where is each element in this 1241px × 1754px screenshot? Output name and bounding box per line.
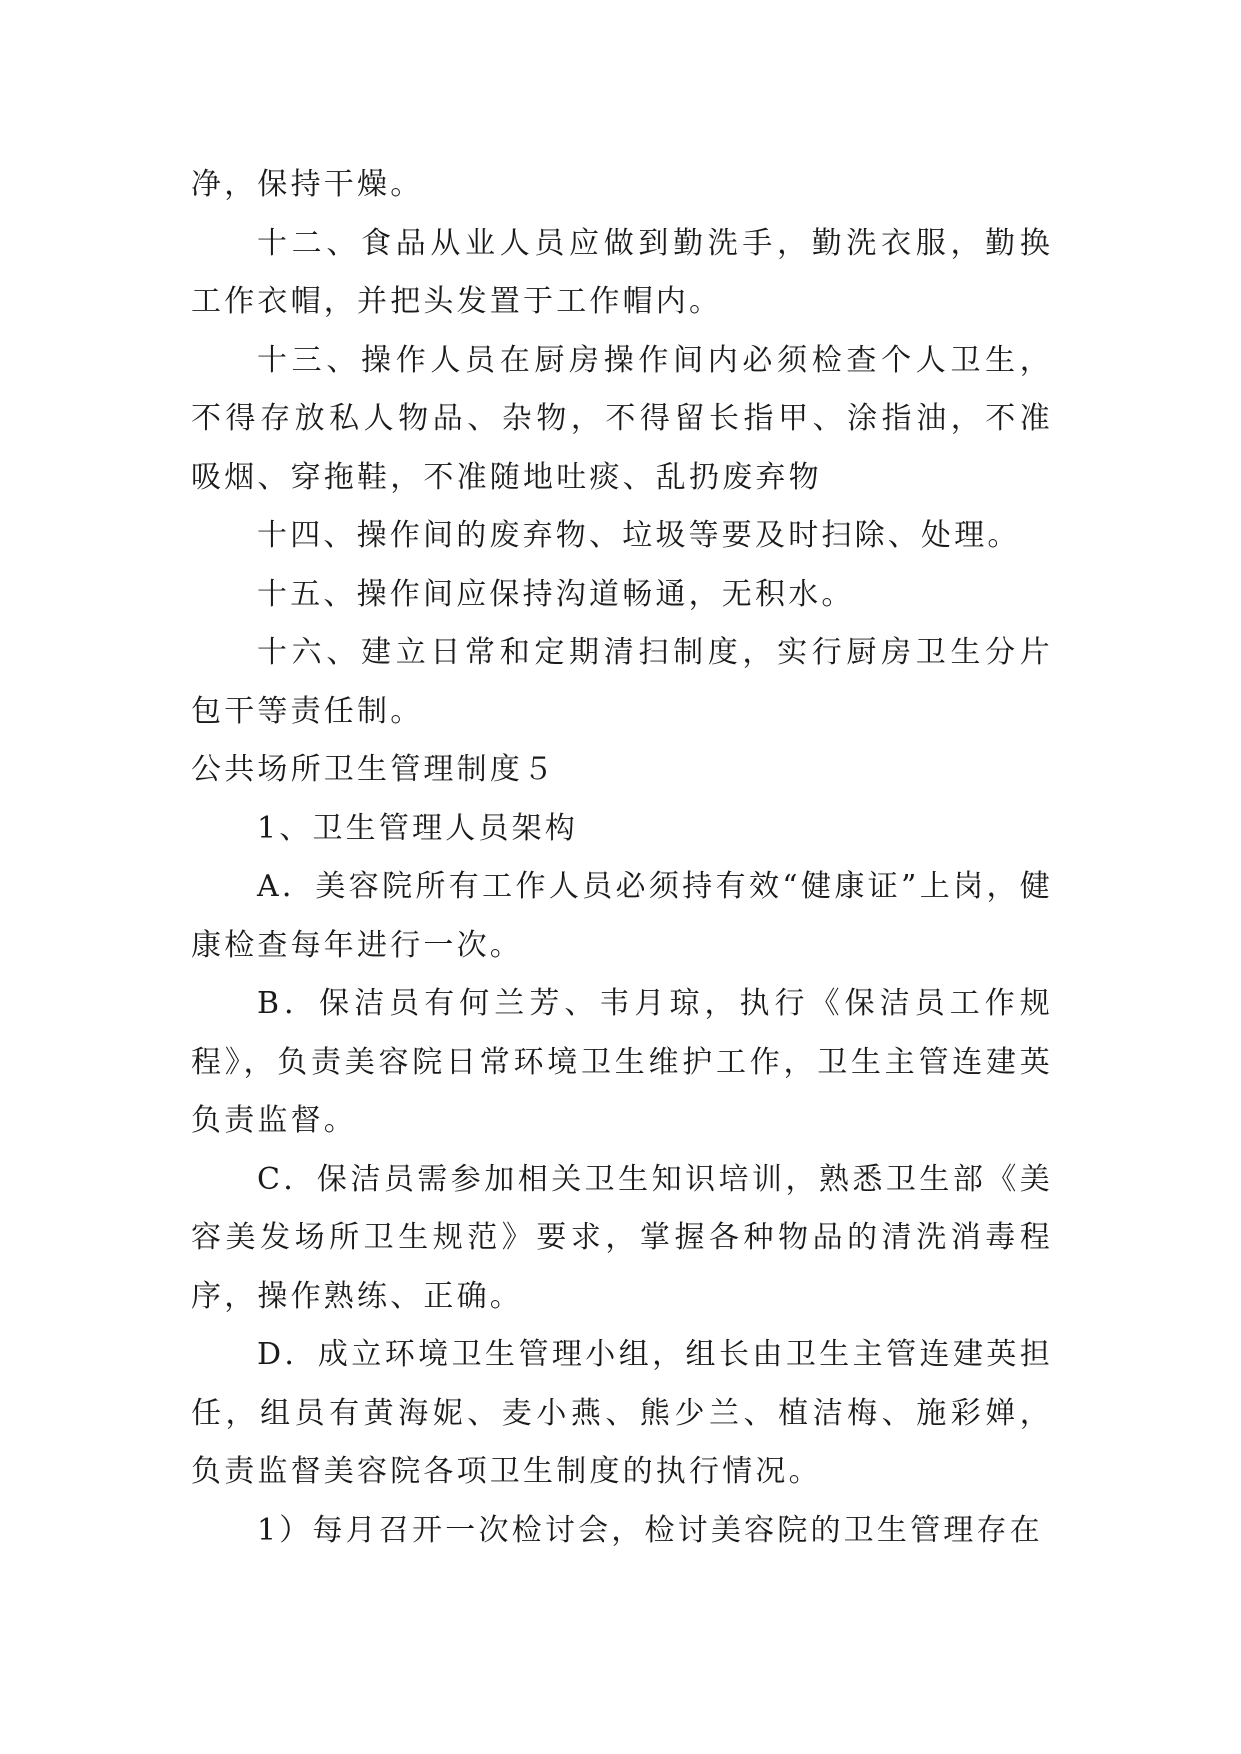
paragraph-item-16: 十六、建立日常和定期清扫制度，实行厨房卫生分片包干等责任制。	[191, 635, 1053, 729]
paragraph-item-15: 十五、操作间应保持沟道畅通，无积水。	[257, 576, 855, 612]
paragraph-continuation: 净，保持干燥。	[191, 167, 424, 202]
paragraph-item-13: 十三、操作人员在厨房操作间内必须检查个人卫生，不得存放私人物品、杂物，不得留长指甲、涂指油，不准吸烟、穿拖鞋，不准随地吐痰、乱扔废弃物	[191, 342, 1053, 495]
paragraph-item-c: C．保洁员需参加相关卫生知识培训，熟悉卫生部《美容美发场所卫生规范》要求，掌握各种物品的清洗消毒程序，操作熟练、正确。	[191, 1161, 1053, 1314]
paragraph-item-d: D．成立环境卫生管理小组，组长由卫生主管连建英担任，组员有黄海妮、麦小燕、熊少兰、植洁梅、施彩婵，负责监督美容院各项卫生制度的执行情况。	[191, 1337, 1053, 1489]
section-title: 公共场所卫生管理制度５	[191, 752, 557, 787]
paragraph-item-12: 十二、食品从业人员应做到勤洗手，勤洗衣服，勤换工作衣帽，并把头发置于工作帽内。	[191, 225, 1053, 319]
paragraph-item-b: B．保洁员有何兰芳、韦月琼，执行《保洁员工作规程》，负责美容院日常环境卫生维护工作，卫生主管连建英负责监督。	[191, 986, 1053, 1138]
paragraph-item-1a: 1）每月召开一次检讨会，检讨美容院的卫生管理存在	[257, 1512, 1043, 1548]
document-body	[191, 156, 1053, 1560]
paragraph-item-1: 1、卫生管理人员架构	[257, 810, 579, 846]
paragraph-item-a: A．美容院所有工作人员必须持有效“健康证”上岗，健康检查每年进行一次。	[191, 869, 1053, 963]
paragraph-item-14: 十四、操作间的废弃物、垃圾等要及时扫除、处理。	[257, 518, 1021, 553]
